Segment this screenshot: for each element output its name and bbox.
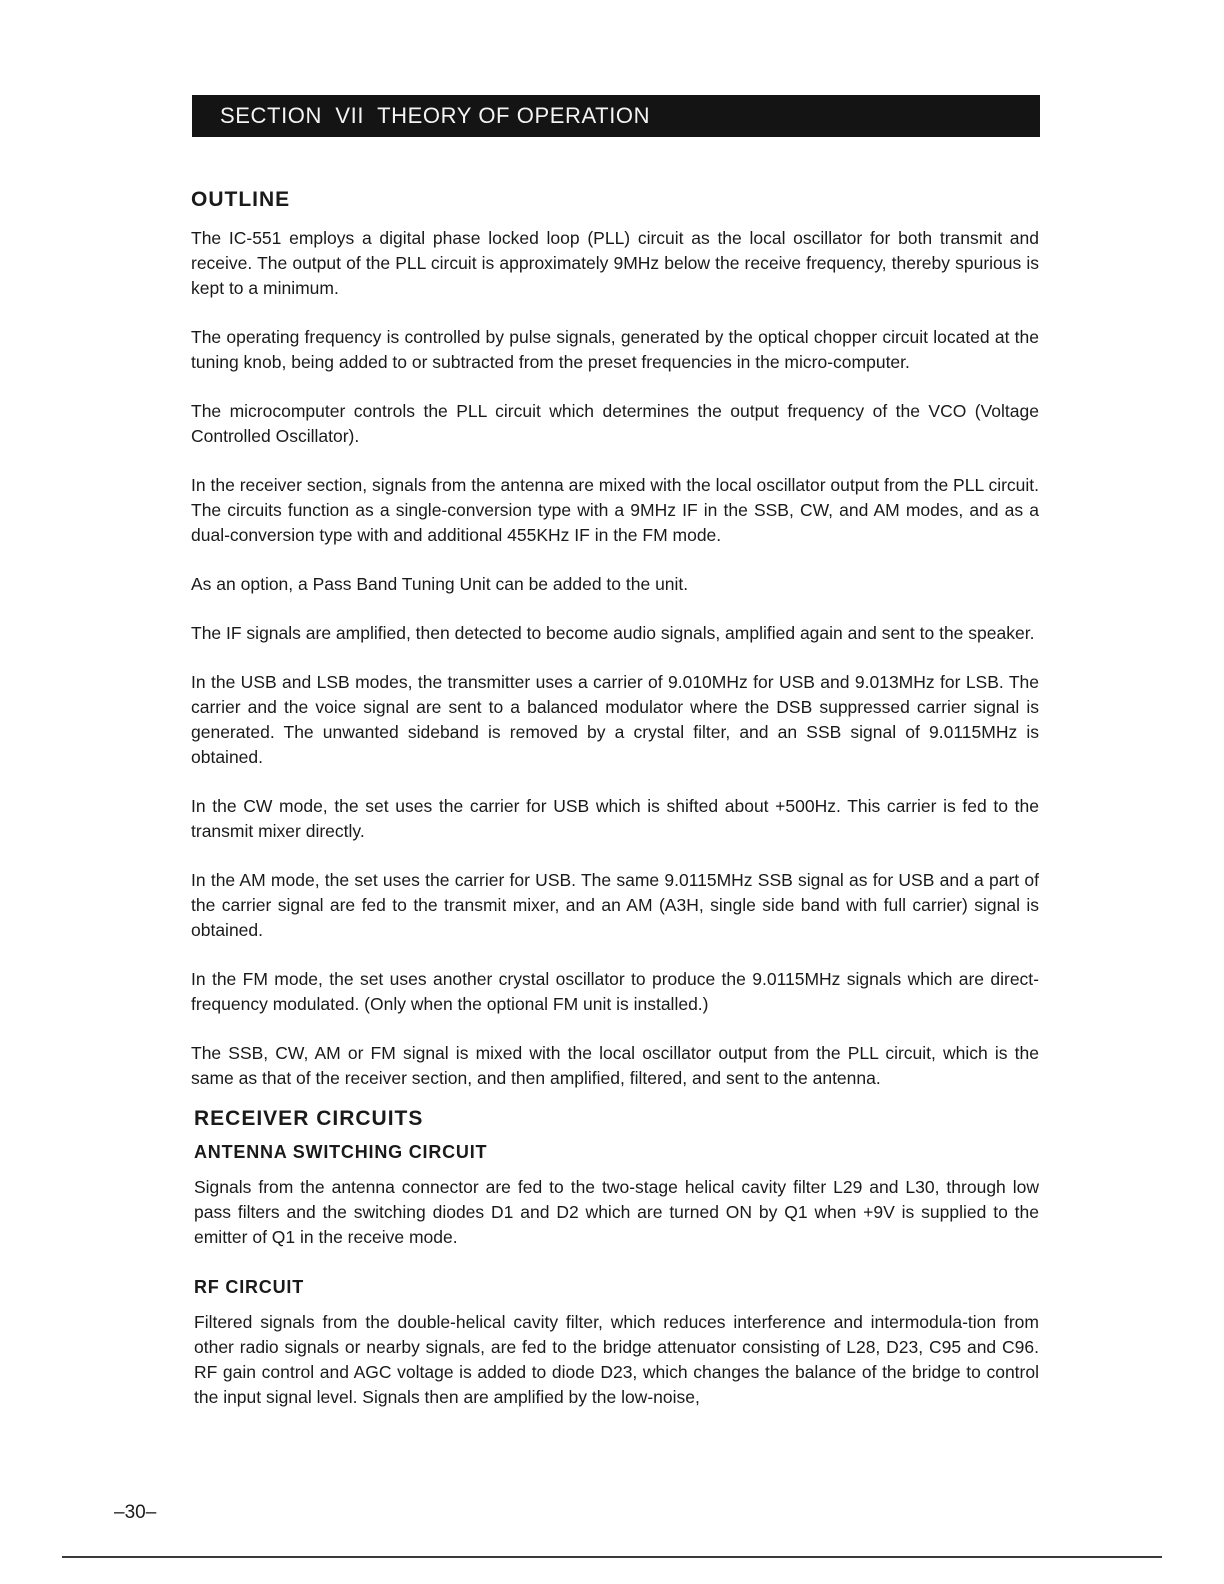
outline-paragraph: In the AM mode, the set uses the carrier for USB. The same 9.0115MHz SSB signal as for USB and a part of the carrier signal are fed to the transmit mixer, and an AM (A3H, single side band with full carrier) signal is obtained. [191,870,1039,940]
outline-paragraph: In the FM mode, the set uses another crystal oscillator to produce the 9.0115MHz signals which are direct-frequency modulated. (Only when the optional FM unit is installed.) [191,969,1039,1014]
outline-paragraph: The microcomputer controls the PLL circuit which determines the output frequency of the VCO (Voltage Controlled Oscillator). [191,401,1039,446]
page-content [191,186,1039,1434]
rf-circuit-heading: RF CIRCUIT [194,1277,304,1297]
outline-paragraph: The SSB, CW, AM or FM signal is mixed with the local oscillator output from the PLL circuit, which is the same as that of the receiver section, and then amplified, filtered, and sent to the antenna. [191,1043,1039,1088]
bottom-rule [62,1556,1162,1558]
outline-paragraph: In the receiver section, signals from the antenna are mixed with the local oscillator output from the PLL circuit. The circuits function as a single-conversion type with a 9MHz IF in the SSB, CW, and AM modes, and as a dual-conversion type with and additional 455KHz IF in the FM mode. [191,475,1039,545]
outline-paragraph: The IF signals are amplified, then detected to become audio signals, amplified again and sent to the speaker. [191,623,1035,643]
outline-paragraph: The operating frequency is controlled by pulse signals, generated by the optical chopper circuit located at the tuning knob, being added to or subtracted from the preset frequencies in the micro-computer. [191,327,1039,372]
section-banner: SECTION VII THEORY OF OPERATION [192,95,1040,137]
rf-circuit-paragraph: Filtered signals from the double-helical cavity filter, which reduces interference and intermodula-tion from other radio signals or nearby signals, are fed to the bridge attenuator consisting of L28, D23, C95 and C96. RF gain control and AGC voltage is added to diode D23, which changes the balance of the bridge to control the input signal level. Signals then are amplified by the low-noise, [194,1312,1039,1407]
outline-paragraph: The IC-551 employs a digital phase locked loop (PLL) circuit as the local oscillator for both transmit and receive. The output of the PLL circuit is approximately 9MHz below the receive frequency, thereby spurious is kept to a minimum. [191,228,1039,298]
outline-paragraph: In the CW mode, the set uses the carrier for USB which is shifted about +500Hz. This carrier is fed to the transmit mixer directly. [191,796,1039,841]
outline-heading: OUTLINE [191,188,291,211]
outline-paragraph: In the USB and LSB modes, the transmitter uses a carrier of 9.010MHz for USB and 9.013MHz for LSB. The carrier and the voice signal are sent to a balanced modulator where the DSB suppressed carrier signal is generated. The unwanted sideband is removed by a crystal filter, and an SSB signal of 9.0115MHz is obtained. [191,672,1039,767]
antenna-switching-paragraph: Signals from the antenna connector are fed to the two-stage helical cavity filter L29 and L30, through low pass filters and the switching diodes D1 and D2 which are turned ON by Q1 when +9V is supplied to the emitter of Q1 in the receive mode. [194,1177,1039,1247]
outline-paragraph: As an option, a Pass Band Tuning Unit can be added to the unit. [191,574,689,594]
antenna-switching-heading: ANTENNA SWITCHING CIRCUIT [194,1142,488,1162]
page-number: –30– [114,1502,157,1523]
receiver-circuits-heading: RECEIVER CIRCUITS [194,1107,424,1130]
